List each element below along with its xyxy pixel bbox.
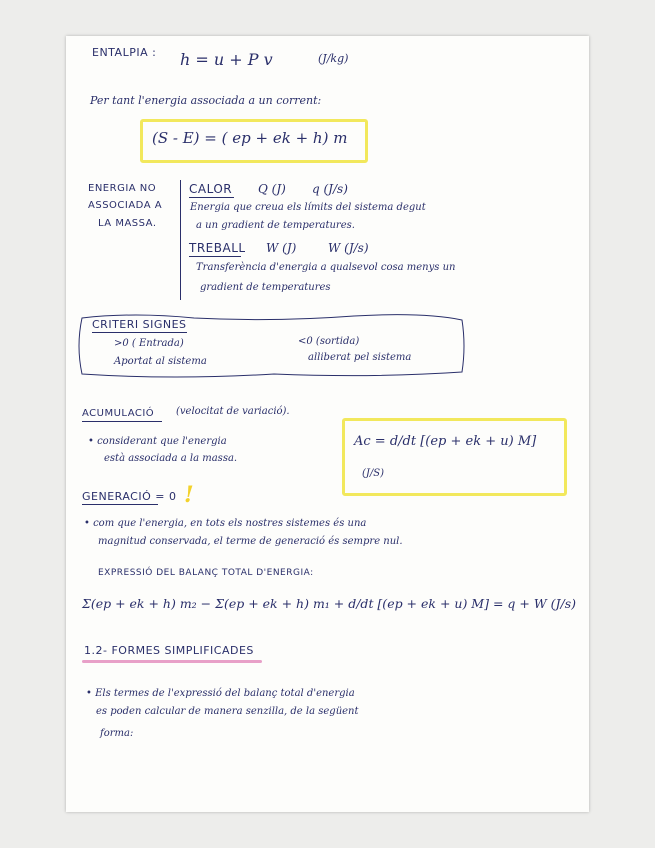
entalpia-formula: h = u + P v — [180, 50, 273, 69]
criteri-positive-desc: Aportat al sistema — [114, 356, 207, 367]
calor-underline — [189, 197, 234, 198]
calor-title: CALOR — [189, 182, 233, 196]
section-pink-underline — [82, 660, 262, 663]
calor-q2: q (J/s) — [312, 182, 348, 196]
calor-desc-1: Energia que creua els límits del sistema degut — [190, 202, 426, 213]
generacio-underline — [82, 504, 158, 505]
generacio-bullet-2: magnitud conservada, el terme de generació és sempre nul. — [98, 536, 403, 547]
acumulacio-bullet-2: està associada a la massa. — [104, 453, 238, 464]
balance-equation: Σ(ep + ek + h) m₂ − Σ(ep + ek + h) m₁ + d/dt [(ep + ek + u) M] = q + W (J/s) — [82, 596, 577, 611]
acumulacio-underline — [82, 421, 162, 422]
treball-desc-2: gradient de temperatures — [200, 282, 331, 293]
non-mass-label-2: ASSOCIADA A — [88, 200, 163, 211]
non-mass-label-1: ENERGIA NO — [88, 183, 157, 194]
criteri-negative-desc: alliberat pel sistema — [308, 352, 412, 363]
accumulation-units: (J/S) — [362, 468, 385, 479]
section-bullet-3: forma: — [100, 728, 134, 739]
entalpia-units: (J/kg) — [318, 52, 349, 65]
section-title: 1.2- FORMES SIMPLIFICADES — [84, 644, 254, 657]
treball-underline — [189, 256, 241, 257]
generacio-title: GENERACIÓ = 0 — [82, 490, 177, 503]
criteri-negative: <0 (sortida) — [298, 336, 360, 347]
acumulacio-sub: (velocitat de variació). — [176, 406, 290, 417]
entalpia-label: ENTALPIA : — [92, 46, 157, 59]
section-bullet-1: • Els termes de l'expressió del balanç total d'energia — [86, 688, 355, 699]
energy-line: Per tant l'energia associada a un corrent: — [90, 94, 322, 107]
accumulation-formula: Ac = d/dt [(ep + ek + u) M] — [354, 434, 537, 449]
criteri-positive: >0 ( Entrada) — [114, 338, 184, 349]
treball-title: TREBALL — [189, 241, 246, 255]
criteri-underline — [92, 332, 187, 333]
acumulacio-title: ACUMULACIÓ — [82, 408, 155, 419]
criteri-title: CRITERI SIGNES — [92, 318, 187, 331]
non-mass-label-3: LA MASSA. — [98, 218, 157, 229]
bracket — [180, 180, 181, 300]
treball-w1: W (J) — [266, 241, 297, 255]
balance-title: EXPRESSIÓ DEL BALANÇ TOTAL D'ENERGIA: — [98, 568, 314, 578]
treball-w2: W (J/s) — [328, 241, 369, 255]
calor-desc-2: a un gradient de temperatures. — [196, 220, 355, 231]
accumulation-highlight-box — [342, 418, 567, 496]
generacio-exclamation: ! — [184, 482, 194, 508]
section-bullet-2: es poden calcular de manera senzilla, de la següent — [96, 706, 359, 717]
treball-desc-1: Transferència d'energia a qualsevol cosa menys un — [196, 262, 456, 273]
acumulacio-bullet-1: • considerant que l'energia — [88, 436, 227, 447]
generacio-bullet-1: • com que l'energia, en tots els nostres sistemes és una — [84, 518, 367, 529]
calor-q1: Q (J) — [258, 182, 286, 196]
stream-energy-formula: (S - E) = ( ep + ek + h) m — [152, 129, 348, 147]
